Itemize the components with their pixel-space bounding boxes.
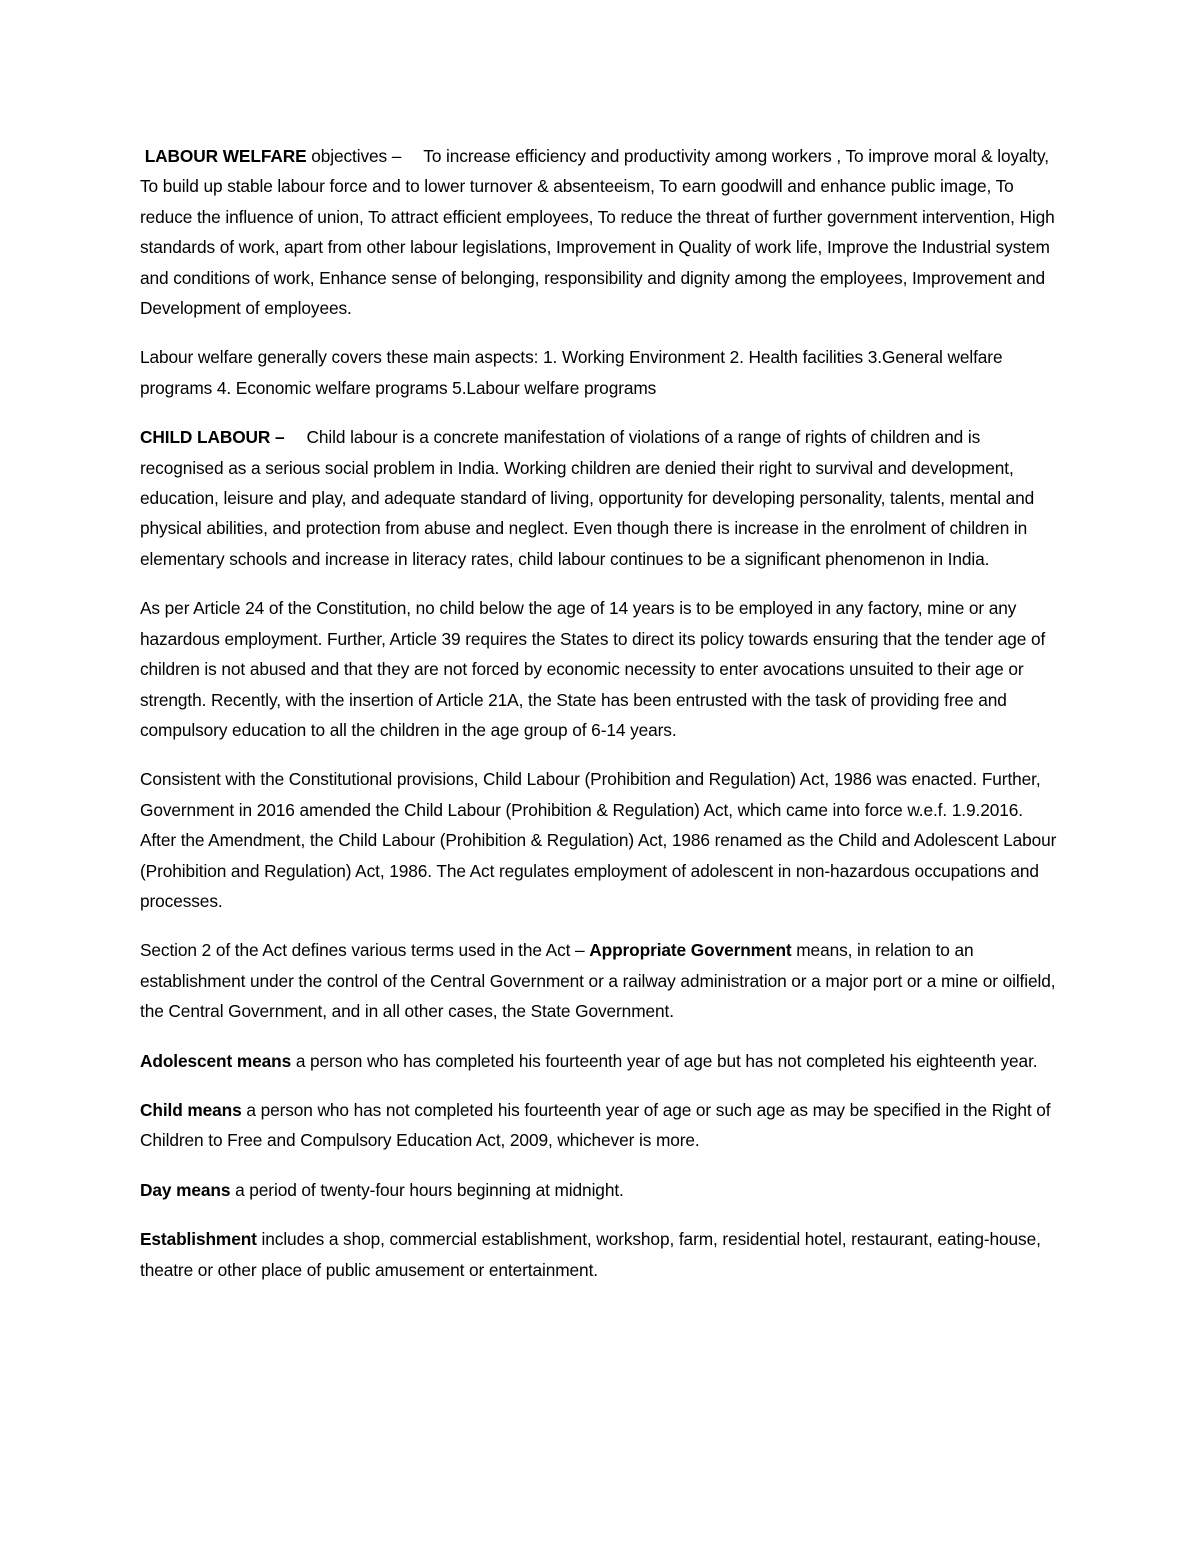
paragraph-child-labour bbox=[140, 422, 1060, 574]
document-body bbox=[140, 141, 1060, 1304]
paragraph-definition-establishment bbox=[140, 1224, 1060, 1285]
objectives-label: objectives – bbox=[311, 146, 402, 166]
paragraph-definition-appropriate-government bbox=[140, 935, 1060, 1026]
term-day: Day means bbox=[140, 1179, 231, 1200]
child-labour-text: Child labour is a concrete manifestation of violations of a range of rights of children and is recognised as a serious social problem in India. Working children are denied their right to survival and development, education, leisure and play, and adequate standard of living, opportunity for developing personality, talents, mental and physical abilities, and protection from abuse and neglect. Even though there is increase in the enrolment of children in elementary schools and increase in literacy rates, child labour continues to be a significant phenomenon in India. bbox=[140, 427, 1035, 569]
section-2-intro: Section 2 of the Act defines various terms used in the Act – bbox=[140, 940, 585, 961]
paragraph-child-labour-act bbox=[140, 764, 1060, 916]
definition-day: a period of twenty-four hours beginning at midnight. bbox=[235, 1179, 624, 1200]
objectives-text: To increase efficiency and productivity among workers , To improve moral & loyalty, To build up stable labour force and to lower turnover & absenteeism, To earn goodwill and enhance public image, To reduce the influence of union, To attract efficient employees, To reduce the threat of further government intervention, High standards of work, apart from other labour legislations, Improvement in Quality of work life, Improve the Industrial system and conditions of work, Enhance sense of belonging, responsibility and dignity among the employees, Improvement and Development of employees. bbox=[140, 146, 1055, 319]
paragraph-labour-welfare-objectives bbox=[140, 141, 1060, 323]
definition-appropriate-government: means, in relation to an establishment under the control of the Central Government or a railway administration or a major port or a mine or oilfield, the Central Government, and in all other cases, the State Government. bbox=[140, 940, 1056, 1022]
term-child: Child means bbox=[140, 1099, 242, 1120]
definition-adolescent: a person who has completed his fourteenth year of age but has not completed his eighteenth year. bbox=[295, 1050, 1038, 1071]
paragraph-definition-adolescent bbox=[140, 1046, 1060, 1076]
welfare-aspects-text: Labour welfare generally covers these main aspects: 1. Working Environment 2. Health facilities 3.General welfare programs 4. Economic welfare programs 5.Labour welfare programs bbox=[140, 347, 1003, 398]
term-appropriate-government: Appropriate Government bbox=[589, 940, 792, 961]
paragraph-definition-child bbox=[140, 1095, 1060, 1156]
article-24-text: As per Article 24 of the Constitution, no child below the age of 14 years is to be employed in any factory, mine or any hazardous employment. Further, Article 39 requires the States to direct its policy towards ensuring that the tender age of children is not abused and that they are not forced by economic necessity to enter avocations unsuited to their age or strength. Recently, with the insertion of Article 21A, the State has been entrusted with the task of providing free and compulsory education to all the children in the age group of 6-14 years. bbox=[140, 598, 1046, 740]
paragraph-welfare-aspects bbox=[140, 342, 1060, 403]
heading-labour-welfare: LABOUR WELFARE bbox=[144, 146, 307, 166]
term-establishment: Establishment bbox=[140, 1229, 257, 1250]
paragraph-article-24 bbox=[140, 593, 1060, 745]
paragraph-definition-day bbox=[140, 1175, 1060, 1205]
definition-child: a person who has not completed his fourteenth year of age or such age as may be specified in the Right of Children to Free and Compulsory Education Act, 2009, whichever is more. bbox=[140, 1099, 1051, 1151]
term-adolescent: Adolescent means bbox=[140, 1050, 292, 1071]
child-labour-act-text: Consistent with the Constitutional provisions, Child Labour (Prohibition and Regulation) Act, 1986 was enacted. Further, Government in 2016 amended the Child Labour (Prohibition & Regulation) Act, which came into force w.e.f. 1.9.2016. After the Amendment, the Child Labour (Prohibition & Regulation) Act, 1986 renamed as the Child and Adolescent Labour (Prohibition and Regulation) Act, 1986. The Act regulates employment of adolescent in non-hazardous occupations and processes. bbox=[140, 769, 1057, 911]
definition-establishment: includes a shop, commercial establishment, workshop, farm, residential hotel, restaurant, eating-house, theatre or other place of public amusement or entertainment. bbox=[140, 1229, 1041, 1280]
heading-child-labour: CHILD LABOUR – bbox=[140, 427, 285, 448]
